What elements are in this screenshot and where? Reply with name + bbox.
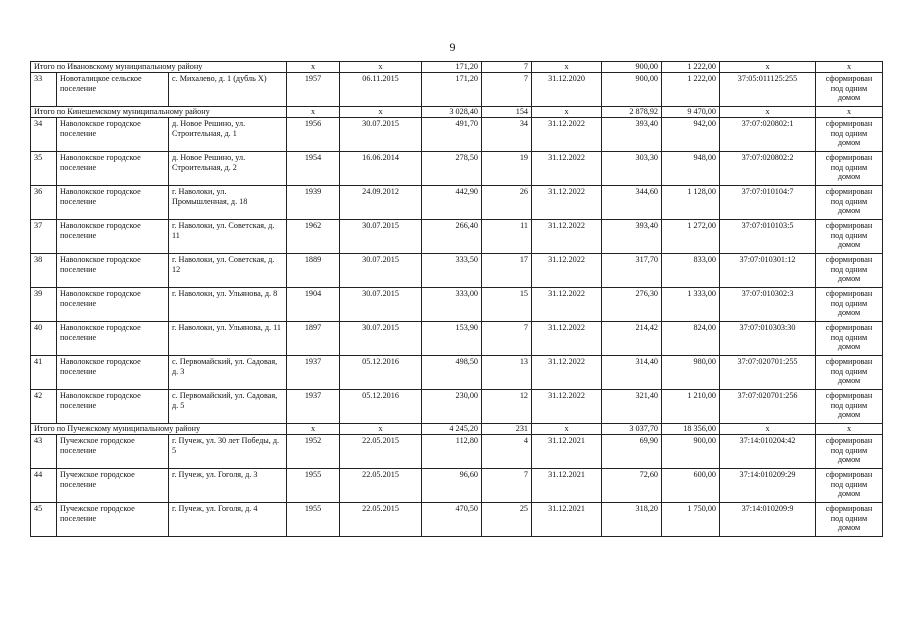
district-total-label: Итого по Ивановскому муниципальному району xyxy=(31,62,287,73)
total-year: x xyxy=(287,62,340,73)
total-date: x xyxy=(340,107,422,118)
recognition-date: 16.06.2014 xyxy=(340,152,422,186)
total-year: x xyxy=(287,424,340,435)
house-address: г. Наволоки, ул. Советская, д. 12 xyxy=(169,254,287,288)
total-area: 171,20 xyxy=(422,62,482,73)
total-cost-per-m2: 900,00 xyxy=(602,62,662,73)
settlement-name: Наволокское городское поселение xyxy=(57,356,169,390)
row-number: 42 xyxy=(31,390,57,424)
total-date: x xyxy=(340,424,422,435)
construction-year: 1955 xyxy=(287,469,340,503)
cadastral-number: 37:07:010104:7 xyxy=(720,186,816,220)
settlement-name: Пучежское городское поселение xyxy=(57,435,169,469)
table-row xyxy=(31,152,883,186)
residents-count: 7 xyxy=(482,322,532,356)
construction-year: 1954 xyxy=(287,152,340,186)
total-area: 3 028,40 xyxy=(422,107,482,118)
cadastral-number: 37:07:020802:1 xyxy=(720,118,816,152)
cost-per-m2: 900,00 xyxy=(602,73,662,107)
land-plot-status: сформирован под одним домом xyxy=(816,322,883,356)
total-cadastral: x xyxy=(720,107,816,118)
total-deadline: x xyxy=(532,424,602,435)
market-cost: 1 750,00 xyxy=(662,503,720,537)
living-area: 171,20 xyxy=(422,73,482,107)
resettlement-deadline: 31.12.2022 xyxy=(532,152,602,186)
settlement-name: Наволокское городское поселение xyxy=(57,186,169,220)
house-address: с. Первомайский, ул. Садовая, д. 3 xyxy=(169,356,287,390)
total-year: x xyxy=(287,107,340,118)
resettlement-deadline: 31.12.2021 xyxy=(532,469,602,503)
cadastral-number: 37:14:010209:9 xyxy=(720,503,816,537)
total-area: 4 245,20 xyxy=(422,424,482,435)
recognition-date: 24.09.2012 xyxy=(340,186,422,220)
table-row xyxy=(31,503,883,537)
cost-per-m2: 393,40 xyxy=(602,118,662,152)
residents-count: 7 xyxy=(482,73,532,107)
row-number: 45 xyxy=(31,503,57,537)
settlement-name: Наволокское городское поселение xyxy=(57,322,169,356)
table-row xyxy=(31,288,883,322)
resettlement-deadline: 31.12.2022 xyxy=(532,118,602,152)
row-number: 37 xyxy=(31,220,57,254)
cadastral-number: 37:07:020701:256 xyxy=(720,390,816,424)
residents-count: 25 xyxy=(482,503,532,537)
house-address: д. Новое Решино, ул. Строительная, д. 2 xyxy=(169,152,287,186)
market-cost: 900,00 xyxy=(662,435,720,469)
land-plot-status: сформирован под одним домом xyxy=(816,288,883,322)
house-address: г. Наволоки, ул. Советская, д. 11 xyxy=(169,220,287,254)
construction-year: 1957 xyxy=(287,73,340,107)
land-plot-status: сформирован под одним домом xyxy=(816,356,883,390)
recognition-date: 05.12.2016 xyxy=(340,356,422,390)
cadastral-number: 37:07:020802:2 xyxy=(720,152,816,186)
total-market-cost: 9 470,00 xyxy=(662,107,720,118)
resettlement-deadline: 31.12.2022 xyxy=(532,288,602,322)
market-cost: 1 222,00 xyxy=(662,73,720,107)
cadastral-number: 37:07:010302:3 xyxy=(720,288,816,322)
recognition-date: 30.07.2015 xyxy=(340,118,422,152)
market-cost: 600,00 xyxy=(662,469,720,503)
settlement-name: Новоталицкое сельское поселение xyxy=(57,73,169,107)
row-number: 43 xyxy=(31,435,57,469)
land-plot-status: сформирован под одним домом xyxy=(816,503,883,537)
market-cost: 833,00 xyxy=(662,254,720,288)
market-cost: 1 272,00 xyxy=(662,220,720,254)
recognition-date: 06.11.2015 xyxy=(340,73,422,107)
table-row xyxy=(31,322,883,356)
land-plot-status: сформирован под одним домом xyxy=(816,220,883,254)
house-address: д. Новое Решино, ул. Строительная, д. 1 xyxy=(169,118,287,152)
residents-count: 17 xyxy=(482,254,532,288)
cost-per-m2: 314,40 xyxy=(602,356,662,390)
land-plot-status: сформирован под одним домом xyxy=(816,152,883,186)
row-number: 44 xyxy=(31,469,57,503)
land-plot-status: сформирован под одним домом xyxy=(816,469,883,503)
total-cadastral: x xyxy=(720,424,816,435)
land-plot-status: сформирован под одним домом xyxy=(816,118,883,152)
recognition-date: 30.07.2015 xyxy=(340,220,422,254)
total-residents: 231 xyxy=(482,424,532,435)
cost-per-m2: 393,40 xyxy=(602,220,662,254)
cadastral-number: 37:14:010209:29 xyxy=(720,469,816,503)
residents-count: 11 xyxy=(482,220,532,254)
house-address: с. Первомайский, ул. Садовая, д. 5 xyxy=(169,390,287,424)
construction-year: 1904 xyxy=(287,288,340,322)
total-market-cost: 1 222,00 xyxy=(662,62,720,73)
living-area: 153,90 xyxy=(422,322,482,356)
living-area: 491,70 xyxy=(422,118,482,152)
recognition-date: 30.07.2015 xyxy=(340,254,422,288)
settlement-name: Наволокское городское поселение xyxy=(57,220,169,254)
row-number: 35 xyxy=(31,152,57,186)
total-cost-per-m2: 2 878,92 xyxy=(602,107,662,118)
district-total-row xyxy=(31,424,883,435)
row-number: 33 xyxy=(31,73,57,107)
house-address: г. Наволоки, ул. Ульянова, д. 11 xyxy=(169,322,287,356)
cost-per-m2: 214,42 xyxy=(602,322,662,356)
land-plot-status: сформирован под одним домом xyxy=(816,390,883,424)
recognition-date: 30.07.2015 xyxy=(340,322,422,356)
residents-count: 34 xyxy=(482,118,532,152)
cost-per-m2: 303,30 xyxy=(602,152,662,186)
house-address: г. Пучеж, ул. Гоголя, д. 3 xyxy=(169,469,287,503)
total-form: x xyxy=(816,424,883,435)
living-area: 230,00 xyxy=(422,390,482,424)
house-address: г. Пучеж, ул. Гоголя, д. 4 xyxy=(169,503,287,537)
settlement-name: Наволокское городское поселение xyxy=(57,390,169,424)
row-number: 38 xyxy=(31,254,57,288)
residents-count: 15 xyxy=(482,288,532,322)
total-cadastral: x xyxy=(720,62,816,73)
total-date: x xyxy=(340,62,422,73)
market-cost: 942,00 xyxy=(662,118,720,152)
recognition-date: 30.07.2015 xyxy=(340,288,422,322)
page-number: 9 xyxy=(449,40,456,54)
residents-count: 7 xyxy=(482,469,532,503)
registry-body xyxy=(31,62,883,537)
house-address: г. Наволоки, ул. Промышленная, д. 18 xyxy=(169,186,287,220)
resettlement-deadline: 31.12.2021 xyxy=(532,503,602,537)
living-area: 266,40 xyxy=(422,220,482,254)
cadastral-number: 37:05:011125:255 xyxy=(720,73,816,107)
total-deadline: x xyxy=(532,62,602,73)
house-address: г. Пучеж, ул. 30 лет Победы, д. 5 xyxy=(169,435,287,469)
market-cost: 1 128,00 xyxy=(662,186,720,220)
recognition-date: 22.05.2015 xyxy=(340,469,422,503)
cadastral-number: 37:14:010204:42 xyxy=(720,435,816,469)
resettlement-deadline: 31.12.2022 xyxy=(532,220,602,254)
market-cost: 1 333,00 xyxy=(662,288,720,322)
construction-year: 1955 xyxy=(287,503,340,537)
total-residents: 154 xyxy=(482,107,532,118)
house-address: г. Наволоки, ул. Ульянова, д. 8 xyxy=(169,288,287,322)
table-row xyxy=(31,435,883,469)
recognition-date: 05.12.2016 xyxy=(340,390,422,424)
market-cost: 1 210,00 xyxy=(662,390,720,424)
total-form: x xyxy=(816,107,883,118)
table-row xyxy=(31,186,883,220)
cadastral-number: 37:07:010103:5 xyxy=(720,220,816,254)
living-area: 96,60 xyxy=(422,469,482,503)
construction-year: 1937 xyxy=(287,390,340,424)
living-area: 442,90 xyxy=(422,186,482,220)
market-cost: 824,00 xyxy=(662,322,720,356)
construction-year: 1952 xyxy=(287,435,340,469)
living-area: 470,50 xyxy=(422,503,482,537)
living-area: 498,50 xyxy=(422,356,482,390)
housing-registry-table xyxy=(30,61,883,537)
construction-year: 1897 xyxy=(287,322,340,356)
row-number: 36 xyxy=(31,186,57,220)
living-area: 333,50 xyxy=(422,254,482,288)
table-row xyxy=(31,73,883,107)
district-total-label: Итого по Пучежскому муниципальному району xyxy=(31,424,287,435)
district-total-label: Итого по Кинешемскому муниципальному району xyxy=(31,107,287,118)
settlement-name: Пучежское городское поселение xyxy=(57,503,169,537)
resettlement-deadline: 31.12.2022 xyxy=(532,390,602,424)
house-address: с. Михалево, д. 1 (дубль Х) xyxy=(169,73,287,107)
table-row xyxy=(31,356,883,390)
market-cost: 948,00 xyxy=(662,152,720,186)
living-area: 278,50 xyxy=(422,152,482,186)
settlement-name: Наволокское городское поселение xyxy=(57,288,169,322)
living-area: 112,80 xyxy=(422,435,482,469)
row-number: 34 xyxy=(31,118,57,152)
recognition-date: 22.05.2015 xyxy=(340,435,422,469)
row-number: 40 xyxy=(31,322,57,356)
district-total-row xyxy=(31,107,883,118)
residents-count: 26 xyxy=(482,186,532,220)
residents-count: 19 xyxy=(482,152,532,186)
construction-year: 1939 xyxy=(287,186,340,220)
residents-count: 4 xyxy=(482,435,532,469)
land-plot-status: сформирован под одним домом xyxy=(816,254,883,288)
total-form: x xyxy=(816,62,883,73)
cadastral-number: 37:07:010303:30 xyxy=(720,322,816,356)
total-deadline: x xyxy=(532,107,602,118)
land-plot-status: сформирован под одним домом xyxy=(816,186,883,220)
land-plot-status: сформирован под одним домом xyxy=(816,73,883,107)
table-row xyxy=(31,254,883,288)
recognition-date: 22.05.2015 xyxy=(340,503,422,537)
cost-per-m2: 318,20 xyxy=(602,503,662,537)
total-cost-per-m2: 3 037,70 xyxy=(602,424,662,435)
construction-year: 1956 xyxy=(287,118,340,152)
construction-year: 1937 xyxy=(287,356,340,390)
cost-per-m2: 321,40 xyxy=(602,390,662,424)
cadastral-number: 37:07:010301:12 xyxy=(720,254,816,288)
land-plot-status: сформирован под одним домом xyxy=(816,435,883,469)
resettlement-deadline: 31.12.2020 xyxy=(532,73,602,107)
cost-per-m2: 276,30 xyxy=(602,288,662,322)
living-area: 333,00 xyxy=(422,288,482,322)
resettlement-deadline: 31.12.2022 xyxy=(532,186,602,220)
total-market-cost: 18 356,00 xyxy=(662,424,720,435)
table-row xyxy=(31,220,883,254)
settlement-name: Пучежское городское поселение xyxy=(57,469,169,503)
construction-year: 1889 xyxy=(287,254,340,288)
settlement-name: Наволокское городское поселение xyxy=(57,254,169,288)
district-total-row xyxy=(31,62,883,73)
row-number: 39 xyxy=(31,288,57,322)
cost-per-m2: 317,70 xyxy=(602,254,662,288)
cost-per-m2: 72,60 xyxy=(602,469,662,503)
resettlement-deadline: 31.12.2022 xyxy=(532,356,602,390)
cost-per-m2: 69,90 xyxy=(602,435,662,469)
resettlement-deadline: 31.12.2022 xyxy=(532,254,602,288)
market-cost: 980,00 xyxy=(662,356,720,390)
residents-count: 12 xyxy=(482,390,532,424)
row-number: 41 xyxy=(31,356,57,390)
table-row xyxy=(31,469,883,503)
cadastral-number: 37:07:020701:255 xyxy=(720,356,816,390)
settlement-name: Наволокское городское поселение xyxy=(57,118,169,152)
resettlement-deadline: 31.12.2021 xyxy=(532,435,602,469)
residents-count: 13 xyxy=(482,356,532,390)
construction-year: 1962 xyxy=(287,220,340,254)
table-row xyxy=(31,390,883,424)
resettlement-deadline: 31.12.2022 xyxy=(532,322,602,356)
cost-per-m2: 344,60 xyxy=(602,186,662,220)
table-row xyxy=(31,118,883,152)
total-residents: 7 xyxy=(482,62,532,73)
settlement-name: Наволокское городское поселение xyxy=(57,152,169,186)
